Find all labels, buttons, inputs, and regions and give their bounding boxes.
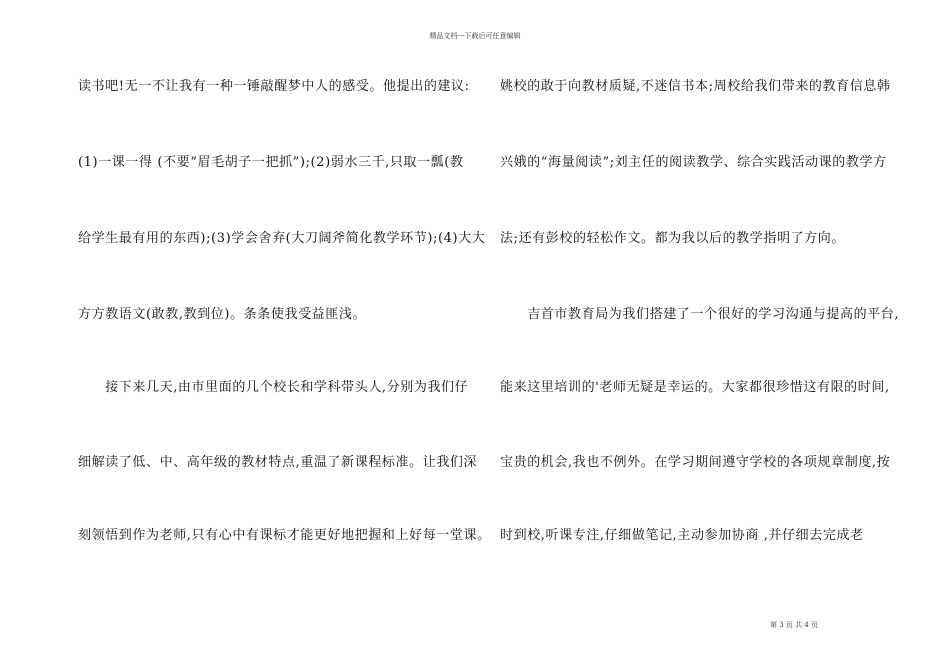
text-line: 给学生最有用的东西);(3)学会舍弃(大刀阔斧简化教学环节);(4)大大 [78, 231, 486, 246]
text-line: 能来这里培训的'老师无疑是幸运的。大家都很珍惜这有限的时间, [500, 380, 890, 395]
text-line: 兴娥的“海量阅读”;刘主任的阅读教学、综合实践活动课的教学方 [500, 155, 887, 170]
text-line: 读书吧!无一不让我有一种一锤敲醒梦中人的感受。他提出的建议: [78, 79, 470, 94]
text-line: 吉首市教育局为我们搭建了一个很好的学习沟通与提高的平台, [500, 307, 900, 322]
text-line: 接下来几天,由市里面的几个校长和学科带头人,分别为我们仔 [78, 380, 469, 395]
text-line: 姚校的敢于向教材质疑,不迷信书本;周校给我们带来的教育信息韩 [500, 79, 891, 94]
page-header: 精品文档---下载后可任意编辑 [429, 32, 521, 40]
text-line: (1)一课一得 (不要“眉毛胡子一把抓”);(2)弱水三千,只取一瓢(教 [78, 155, 464, 170]
text-line: 方方教语文(敢教,教到位)。条条使我受益匪浅。 [78, 307, 367, 322]
text-line: 法;还有彭校的轻松作文。都为我以后的教学指明了方向。 [500, 231, 845, 246]
text-line: 刻领悟到作为老师,只有心中有课标才能更好地把握和上好每一堂课。 [78, 528, 491, 543]
page-number: 第 3 页 共 4 页 [770, 621, 819, 629]
text-line: 时到校,听课专注,仔细做笔记,主动参加协商 ,并仔细去完成老 [500, 528, 864, 543]
text-line: 细解读了低、中、高年级的教材特点,重温了新课程标准。让我们深 [78, 455, 478, 470]
text-line: 宝贵的机会,我也不例外。在学习期间遵守学校的各项规章制度,按 [500, 455, 891, 470]
